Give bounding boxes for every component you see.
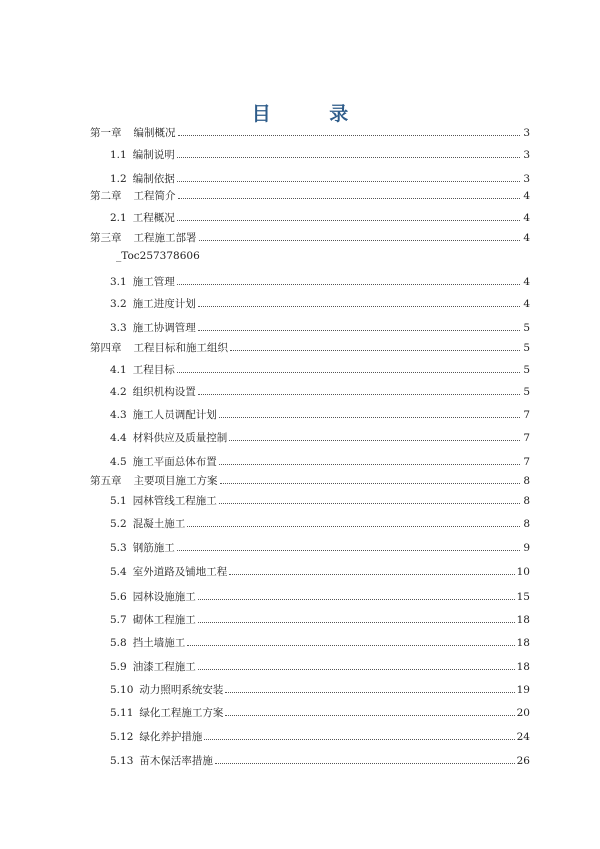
toc-section-entry[interactable] <box>110 589 530 603</box>
toc-section-entry[interactable] <box>110 682 530 696</box>
toc-section-entry[interactable] <box>110 320 530 334</box>
toc-title: 目 录 <box>251 103 375 125</box>
toc-entry-label: 工程概况 <box>132 212 175 224</box>
toc-page-number: 8 <box>523 495 530 507</box>
toc-page-number: 18 <box>516 614 530 626</box>
toc-entry-label: 园林设施施工 <box>132 591 196 603</box>
toc-entry-number: 2.1 <box>110 212 127 224</box>
toc-entry-number: 4.5 <box>110 456 127 468</box>
toc-entry-label: 组织机构设置 <box>132 386 196 398</box>
toc-dot-leader <box>219 416 520 418</box>
toc-entry-label: 园林管线工程施工 <box>132 495 217 507</box>
toc-entry-number: 第五章 <box>90 475 122 487</box>
toc-entry-label: 工程施工部署 <box>133 232 197 244</box>
toc-page-number: 20 <box>516 707 530 719</box>
toc-dot-leader <box>229 439 520 441</box>
toc-section-entry[interactable] <box>110 147 530 161</box>
toc-page-number: 4 <box>523 190 530 202</box>
toc-entry-label: 工程目标和施工组织 <box>133 342 228 354</box>
toc-page-number: 7 <box>523 409 530 421</box>
toc-page-number: 7 <box>523 432 530 444</box>
toc-entry-label: 主要项目施工方案 <box>133 475 218 487</box>
toc-entry-label: 绿化工程施工方案 <box>139 707 224 719</box>
toc-entry-number: 5.11 <box>110 707 134 719</box>
toc-page-number: 10 <box>516 566 530 578</box>
toc-page-number: 5 <box>523 386 530 398</box>
toc-dot-leader <box>177 549 520 551</box>
toc-page-number: 7 <box>523 456 530 468</box>
toc-section-entry[interactable] <box>110 705 530 719</box>
toc-page-number: 4 <box>523 298 530 310</box>
toc-entry-number: 第四章 <box>90 342 122 354</box>
toc-dot-leader <box>219 463 520 465</box>
toc-section-entry[interactable] <box>110 516 530 530</box>
toc-dot-leader <box>225 691 514 693</box>
toc-entry-label: 施工平面总体布置 <box>132 456 217 468</box>
toc-dot-leader <box>198 329 520 331</box>
toc-dot-leader <box>199 239 521 241</box>
toc-entry-number: 3.1 <box>110 276 127 288</box>
toc-entry-label: 编制说明 <box>132 149 175 161</box>
toc-entry-number: 5.6 <box>110 591 127 603</box>
toc-dot-leader <box>230 349 520 351</box>
toc-entry-number: 5.4 <box>110 566 127 578</box>
toc-entry-number: 3.3 <box>110 322 127 334</box>
toc-section-entry[interactable] <box>110 493 530 507</box>
toc-entry-number: 4.2 <box>110 386 127 398</box>
toc-entry-number: 1.2 <box>110 173 127 185</box>
toc-bookmark-text: _Toc257378606 <box>116 250 200 262</box>
toc-chapter-entry[interactable] <box>90 188 530 202</box>
toc-entry-label: 施工人员调配计划 <box>132 409 217 421</box>
toc-dot-leader <box>187 644 514 646</box>
toc-section-entry[interactable] <box>110 210 530 224</box>
toc-entry-number: 5.2 <box>110 518 127 530</box>
toc-entry-label: 砌体工程施工 <box>132 614 196 626</box>
toc-entry-label: 油漆工程施工 <box>132 661 196 673</box>
toc-page-number: 5 <box>523 322 530 334</box>
toc-entry-number: 5.7 <box>110 614 127 626</box>
toc-entry-number: 5.3 <box>110 542 127 554</box>
toc-page-number: 3 <box>523 173 530 185</box>
toc-dot-leader <box>215 762 515 764</box>
toc-page-number: 24 <box>516 731 530 743</box>
toc-entry-label: 钢筋施工 <box>132 542 175 554</box>
toc-page-number: 3 <box>523 127 530 139</box>
toc-section-entry[interactable] <box>110 753 530 767</box>
toc-dot-leader <box>219 502 520 504</box>
toc-dot-leader <box>198 305 520 307</box>
toc-page-number: 4 <box>523 276 530 288</box>
toc-dot-leader <box>198 668 515 670</box>
toc-entry-number: 第一章 <box>90 127 122 139</box>
toc-entry-number: 5.13 <box>110 755 134 767</box>
toc-entry-label: 编制概况 <box>133 127 176 139</box>
toc-dot-leader <box>177 219 520 221</box>
toc-dot-leader <box>177 371 520 373</box>
toc-page-number: 3 <box>523 149 530 161</box>
toc-dot-leader <box>198 598 515 600</box>
toc-section-entry[interactable] <box>110 274 530 288</box>
toc-dot-leader <box>198 621 515 623</box>
toc-section-entry[interactable] <box>110 564 530 578</box>
toc-page-number: 8 <box>523 475 530 487</box>
toc-dot-leader <box>204 738 514 740</box>
toc-entry-number: 5.8 <box>110 637 127 649</box>
toc-page-number: 5 <box>523 342 530 354</box>
toc-section-entry[interactable] <box>110 635 530 649</box>
toc-entry-label: 苗木保活率措施 <box>139 755 213 767</box>
toc-dot-leader <box>187 525 520 527</box>
toc-entry-label: 编制依据 <box>132 173 175 185</box>
toc-entry-number: 4.3 <box>110 409 127 421</box>
toc-dot-leader <box>225 714 514 716</box>
toc-section-entry[interactable] <box>110 659 530 673</box>
toc-section-entry[interactable] <box>110 430 530 444</box>
toc-entry-label: 室外道路及铺地工程 <box>132 566 228 578</box>
toc-section-entry[interactable] <box>110 384 530 398</box>
toc-entry-number: 第三章 <box>90 232 122 244</box>
toc-dot-leader <box>178 197 521 199</box>
toc-entry-number: 5.12 <box>110 731 134 743</box>
toc-dot-leader <box>220 482 521 484</box>
toc-entry-label: 绿化养护措施 <box>139 731 203 743</box>
toc-page-number: 4 <box>523 212 530 224</box>
toc-entry-label: 工程目标 <box>132 364 175 376</box>
toc-dot-leader <box>177 180 520 182</box>
toc-entry-label: 材料供应及质量控制 <box>132 432 228 444</box>
toc-page-number: 15 <box>516 591 530 603</box>
toc-section-entry[interactable] <box>110 362 530 376</box>
toc-page-number: 26 <box>516 755 530 767</box>
toc-section-entry[interactable] <box>110 407 530 421</box>
toc-entry-number: 5.10 <box>110 684 134 696</box>
toc-dot-leader <box>177 156 520 158</box>
toc-section-entry[interactable] <box>110 296 530 310</box>
toc-entry-label: 施工协调管理 <box>132 322 196 334</box>
toc-entry-label: 工程简介 <box>133 190 176 202</box>
toc-section-entry[interactable] <box>110 171 530 185</box>
toc-chapter-entry[interactable] <box>90 125 530 139</box>
toc-section-entry[interactable] <box>110 540 530 554</box>
toc-section-entry[interactable] <box>110 454 530 468</box>
toc-chapter-entry[interactable] <box>90 230 530 244</box>
toc-entry-label: 施工管理 <box>132 276 175 288</box>
toc-entry-number: 5.1 <box>110 495 127 507</box>
toc-chapter-entry[interactable] <box>90 473 530 487</box>
toc-entry-label: 混凝土施工 <box>132 518 186 530</box>
toc-entry-number: 4.4 <box>110 432 127 444</box>
toc-entry-label: 挡土墙施工 <box>132 637 186 649</box>
toc-entry-label: 施工进度计划 <box>132 298 196 310</box>
toc-dot-leader <box>229 573 514 575</box>
toc-dot-leader <box>198 393 520 395</box>
toc-page-number: 8 <box>523 518 530 530</box>
toc-entry-number: 5.9 <box>110 661 127 673</box>
toc-entry-number: 1.1 <box>110 149 127 161</box>
toc-dot-leader <box>178 134 521 136</box>
toc-chapter-entry[interactable] <box>90 340 530 354</box>
toc-page-number: 18 <box>516 661 530 673</box>
toc-section-entry[interactable] <box>110 729 530 743</box>
toc-dot-leader <box>177 283 520 285</box>
toc-entry-number: 3.2 <box>110 298 127 310</box>
toc-entry-label: 动力照明系统安装 <box>139 684 224 696</box>
toc-entry-number: 4.1 <box>110 364 127 376</box>
toc-page-number: 18 <box>516 637 530 649</box>
toc-page-number: 9 <box>523 542 530 554</box>
toc-section-entry[interactable] <box>110 612 530 626</box>
toc-entry-number: 第二章 <box>90 190 122 202</box>
toc-page-number: 19 <box>516 684 530 696</box>
toc-page-number: 5 <box>523 364 530 376</box>
toc-page-number: 4 <box>523 232 530 244</box>
